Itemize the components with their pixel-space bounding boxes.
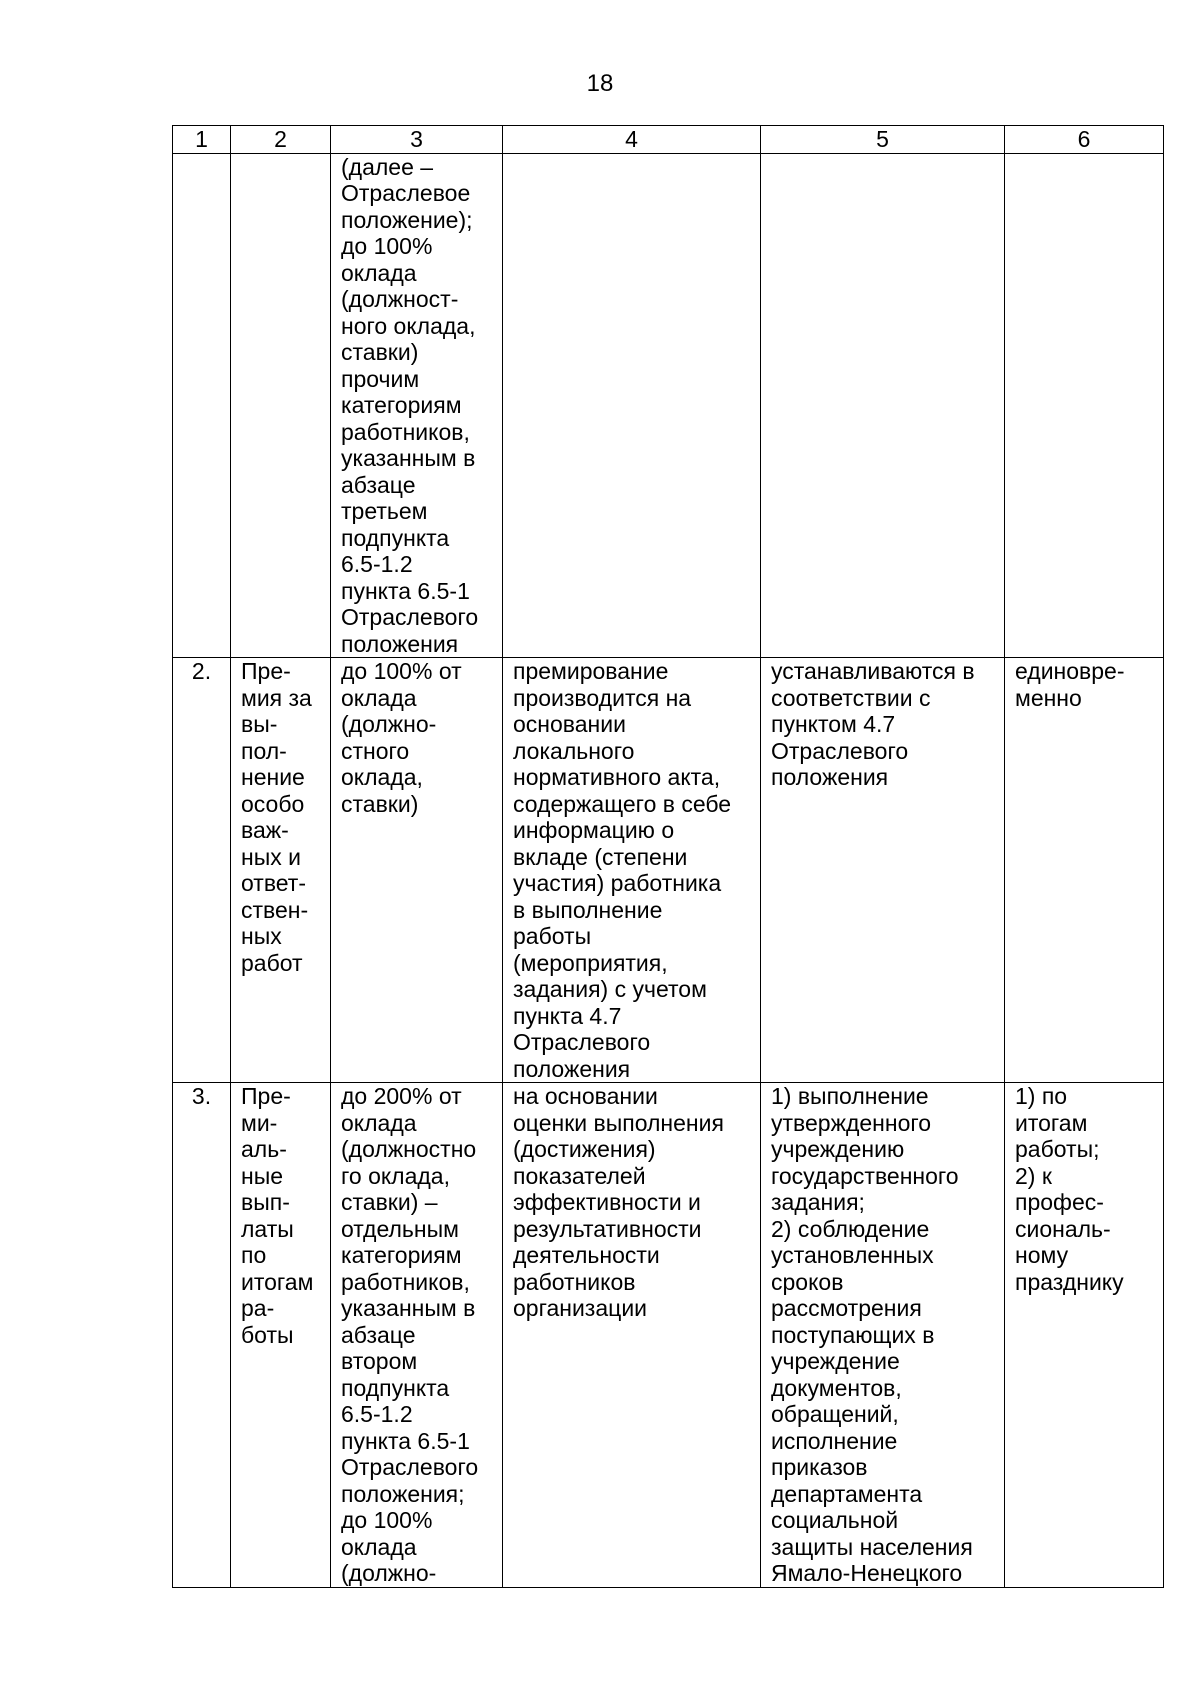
- payment-name-cell: Пре- ми- аль- ные вып- латы по итогам ра- боты: [231, 1083, 331, 1588]
- column-header: 4: [503, 126, 761, 154]
- table-row: [173, 153, 1164, 658]
- row-number-cell: 3.: [173, 1083, 231, 1588]
- table-row: [173, 1083, 1164, 1588]
- payment-conditions-cell: премирование производится на основании локального нормативного акта, содержащего в себе информацию о вкладе (степени участия) работника в выполнение работы (мероприятия, задания) с учетом пункта 4.7 Отраслевого положения: [503, 658, 761, 1083]
- payment-periodicity-cell: единовре- менно: [1005, 658, 1164, 1083]
- bonus-table: [172, 125, 1164, 1588]
- payment-periodicity-cell: [1005, 153, 1164, 658]
- payment-name-cell: Пре- мия за вы- пол- нение особо важ- ных и ответ- ствен- ных работ: [231, 658, 331, 1083]
- row-number-cell: 2.: [173, 658, 231, 1083]
- column-header: 2: [231, 126, 331, 154]
- column-header: 1: [173, 126, 231, 154]
- payment-criteria-cell: 1) выполнение утвержденного учреждению государственного задания; 2) соблюдение установленных сроков рассмотрения поступающих в учреждение документов, обращений, исполнение приказов департамента социальной защиты населения Ямало-Ненецкого: [761, 1083, 1005, 1588]
- column-header: 5: [761, 126, 1005, 154]
- payment-criteria-cell: устанавливаются в соответствии с пунктом 4.7 Отраслевого положения: [761, 658, 1005, 1083]
- payment-amount-cell: до 100% от оклада (должно- стного оклада, ставки): [331, 658, 503, 1083]
- column-header: 3: [331, 126, 503, 154]
- payment-periodicity-cell: 1) по итогам работы; 2) к профес- сиональ- ному празднику: [1005, 1083, 1164, 1588]
- table-header-row: [173, 126, 1164, 154]
- payment-criteria-cell: [761, 153, 1005, 658]
- table-row: [173, 658, 1164, 1083]
- column-header: 6: [1005, 126, 1164, 154]
- payment-name-cell: [231, 153, 331, 658]
- payment-amount-cell: до 200% от оклада (должностно го оклада, ставки) – отдельным категориям работников, указанным в абзаце втором подпункта 6.5-1.2 пункта 6.5-1 Отраслевого положения; до 100% оклада (должно-: [331, 1083, 503, 1588]
- payment-conditions-cell: [503, 153, 761, 658]
- row-number-cell: [173, 153, 231, 658]
- payment-conditions-cell: на основании оценки выполнения (достижения) показателей эффективности и результативности деятельности работников организации: [503, 1083, 761, 1588]
- page-number: 18: [586, 70, 614, 97]
- payment-amount-cell: (далее – Отраслевое положение); до 100% оклада (должност- ного оклада, ставки) прочим категориям работников, указанным в абзаце третьем подпункта 6.5-1.2 пункта 6.5-1 Отраслевого положения: [331, 153, 503, 658]
